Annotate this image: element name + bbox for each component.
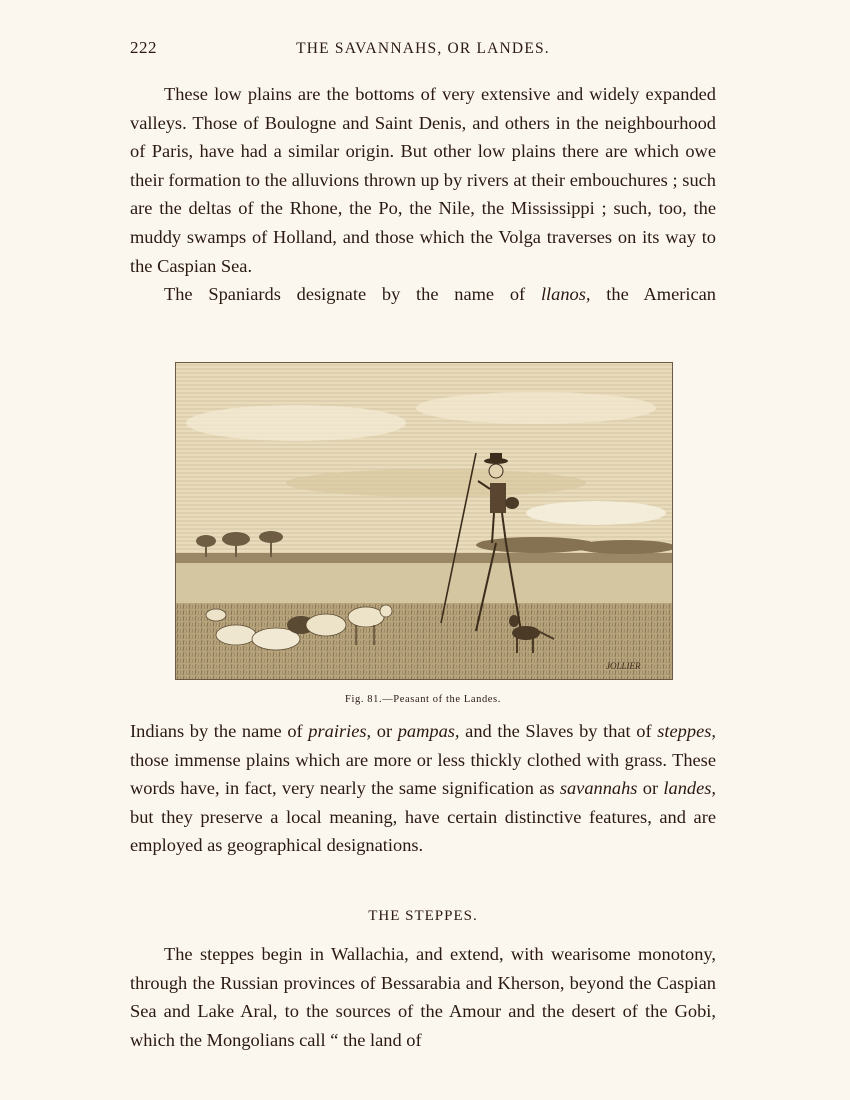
figure-caption: Fig. 81.—Peasant of the Landes. [345, 694, 501, 705]
page-header [130, 38, 716, 62]
paragraph-text: the American [590, 284, 716, 305]
paragraph-text: or [371, 721, 398, 741]
section-heading: THE STEPPES. [368, 908, 478, 924]
paragraph-text: Indians by the name of [130, 721, 309, 741]
paragraph-text: but they preserve a local meaning, have certain distinctive features, and are employed as geographical designations. [130, 806, 716, 856]
paragraph-steppes: The steppes begin in Wallachia, and extend, with wearisome monotony, through the Russian provinces of Bessarabia and Kherson, beyond the Caspian Sea and Lake Aral, to the sources of the Amour and the desert of the Gobi, which the Mongolians call “ the land of [130, 944, 716, 1050]
italic-term: landes, [663, 778, 717, 799]
cloud [416, 392, 656, 424]
cloud [526, 501, 666, 525]
italic-term: savannahs [559, 778, 638, 799]
paragraph-text: or [637, 778, 664, 799]
running-head: THE SAVANNAHS, OR LANDES. [296, 40, 550, 57]
italic-term: steppes, [657, 721, 716, 741]
plain [176, 563, 672, 603]
paragraph-text: those immense plains which are more or less thickly clothed with grass. These words have, in fact, very nearly the same signification as [130, 749, 716, 799]
paragraph-low-plains: These low plains are the bottoms of very extensive and widely expanded valleys. Those of Boulogne and Saint Denis, and others in the neighbourhood of Paris, have had a similar origin. But other low plains there are which owe their formation to the alluvions thrown up by rivers at their embouchures ; such are the deltas of the Rhone, the Po, the Nile, the Mississippi ; such, too, the muddy swamps of Holland, and those which the Volga traverses on its way to the Caspian Sea. [130, 84, 716, 276]
text-block-middle [130, 717, 716, 860]
engraving-image [176, 363, 672, 679]
paragraph-spaniards [130, 280, 716, 309]
page-number: 222 [130, 38, 157, 57]
italic-term: llanos, [540, 284, 591, 305]
figure-illustration [175, 362, 673, 680]
artist-signature: JOLLIER [606, 661, 641, 671]
italic-term: pampas, [397, 721, 460, 741]
paragraph-text: The Spaniards designate by the name of [164, 284, 541, 305]
italic-term: prairies, [308, 721, 372, 741]
cloud [186, 405, 406, 441]
paragraph-prairies [130, 717, 716, 860]
cloud [286, 469, 586, 497]
paragraph-text: and the Slaves by that of [459, 721, 658, 741]
text-block-bottom [130, 940, 716, 1054]
text-block-top [130, 80, 716, 309]
